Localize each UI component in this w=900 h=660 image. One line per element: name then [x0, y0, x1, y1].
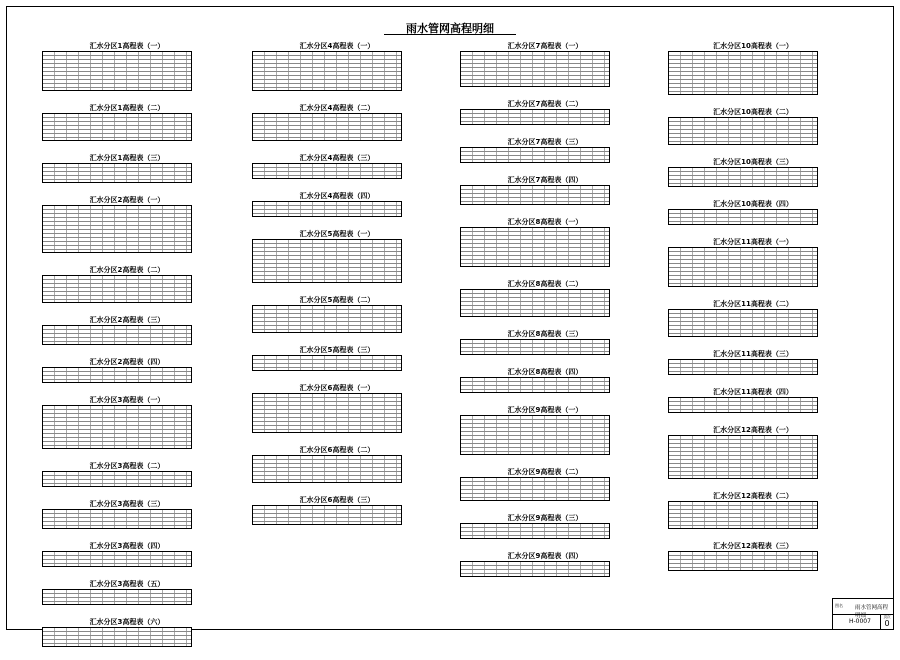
table-grid — [460, 561, 610, 577]
table-grid — [42, 163, 192, 183]
table-grid — [460, 415, 610, 455]
table-title: 汇水分区6高程表（三） — [299, 496, 375, 504]
table-title: 汇水分区7高程表（一） — [507, 42, 583, 50]
table-title: 汇水分区9高程表（四） — [507, 552, 583, 560]
table-column-4 — [668, 42, 818, 584]
table-title: 汇水分区5高程表（一） — [299, 230, 375, 238]
elevation-table — [668, 300, 818, 337]
table-title: 汇水分区6高程表（二） — [299, 446, 375, 454]
table-grid — [42, 275, 192, 303]
table-grid — [252, 455, 402, 483]
elevation-table — [460, 368, 610, 393]
elevation-table — [460, 138, 610, 163]
table-grid — [668, 209, 818, 225]
table-title: 汇水分区8高程表（三） — [507, 330, 583, 338]
elevation-table — [668, 200, 818, 225]
table-grid — [668, 167, 818, 187]
table-title: 汇水分区8高程表（一） — [507, 218, 583, 226]
elevation-table — [252, 192, 402, 217]
table-title: 汇水分区11高程表（三） — [713, 350, 793, 358]
table-title: 汇水分区11高程表（一） — [713, 238, 793, 246]
table-grid — [668, 247, 818, 287]
elevation-table — [460, 468, 610, 501]
table-grid — [42, 113, 192, 141]
table-title: 汇水分区12高程表（一） — [713, 426, 793, 434]
table-title: 汇水分区2高程表（三） — [89, 316, 165, 324]
table-grid — [668, 501, 818, 529]
table-grid — [42, 589, 192, 605]
elevation-table — [252, 446, 402, 483]
elevation-table — [252, 154, 402, 179]
title-underline — [384, 34, 516, 35]
elevation-table — [460, 218, 610, 267]
table-grid — [668, 51, 818, 95]
elevation-table — [668, 542, 818, 571]
table-grid — [252, 505, 402, 525]
elevation-table — [42, 42, 192, 91]
elevation-table — [42, 500, 192, 529]
elevation-table — [460, 552, 610, 577]
table-grid — [42, 627, 192, 647]
table-title: 汇水分区8高程表（二） — [507, 280, 583, 288]
elevation-table — [42, 396, 192, 449]
elevation-table — [252, 384, 402, 433]
elevation-table — [668, 108, 818, 145]
elevation-table — [42, 580, 192, 605]
table-grid — [460, 477, 610, 501]
table-grid — [460, 109, 610, 125]
table-title: 汇水分区7高程表（三） — [507, 138, 583, 146]
table-grid — [42, 51, 192, 91]
table-title: 汇水分区4高程表（二） — [299, 104, 375, 112]
table-grid — [460, 523, 610, 539]
table-grid — [252, 113, 402, 141]
elevation-table — [252, 104, 402, 141]
table-grid — [460, 289, 610, 317]
table-title: 汇水分区2高程表（四） — [89, 358, 165, 366]
table-title: 汇水分区9高程表（二） — [507, 468, 583, 476]
table-title: 汇水分区2高程表（二） — [89, 266, 165, 274]
elevation-table — [668, 388, 818, 413]
table-grid — [42, 325, 192, 345]
table-title: 汇水分区8高程表（四） — [507, 368, 583, 376]
elevation-table — [460, 514, 610, 539]
table-title: 汇水分区11高程表（四） — [713, 388, 793, 396]
table-column-3 — [460, 42, 610, 590]
table-title: 汇水分区3高程表（二） — [89, 462, 165, 470]
table-title: 汇水分区10高程表（二） — [713, 108, 793, 116]
table-title: 汇水分区7高程表（四） — [507, 176, 583, 184]
table-title: 汇水分区4高程表（四） — [299, 192, 375, 200]
elevation-table — [460, 100, 610, 125]
table-title: 汇水分区12高程表（三） — [713, 542, 793, 550]
elevation-table — [252, 230, 402, 283]
elevation-table — [42, 358, 192, 383]
elevation-table — [252, 346, 402, 371]
table-title: 汇水分区10高程表（四） — [713, 200, 793, 208]
table-grid — [460, 377, 610, 393]
table-grid — [42, 471, 192, 487]
table-title: 汇水分区3高程表（六） — [89, 618, 165, 626]
table-grid — [42, 405, 192, 449]
table-grid — [668, 117, 818, 145]
table-grid — [668, 309, 818, 337]
table-grid — [252, 393, 402, 433]
table-grid — [42, 205, 192, 253]
elevation-table — [460, 176, 610, 205]
table-grid — [252, 163, 402, 179]
table-grid — [252, 355, 402, 371]
table-grid — [460, 51, 610, 87]
table-title: 汇水分区1高程表（三） — [89, 154, 165, 162]
table-column-1 — [42, 42, 192, 660]
elevation-table — [668, 426, 818, 479]
table-title: 汇水分区11高程表（二） — [713, 300, 793, 308]
table-grid — [42, 367, 192, 383]
table-title: 汇水分区4高程表（一） — [299, 42, 375, 50]
table-grid — [460, 227, 610, 267]
page-number: 0 — [884, 619, 890, 628]
elevation-table — [668, 492, 818, 529]
table-title: 汇水分区2高程表（一） — [89, 196, 165, 204]
drawing-number: H-0007 — [849, 618, 871, 625]
table-grid — [42, 551, 192, 567]
table-title: 汇水分区3高程表（四） — [89, 542, 165, 550]
table-title: 汇水分区5高程表（三） — [299, 346, 375, 354]
title-block-label: 图名 — [835, 603, 843, 608]
elevation-table — [460, 330, 610, 355]
table-grid — [252, 305, 402, 333]
table-title: 汇水分区6高程表（一） — [299, 384, 375, 392]
elevation-table — [42, 618, 192, 647]
table-title: 汇水分区3高程表（一） — [89, 396, 165, 404]
table-column-2 — [252, 42, 402, 538]
table-grid — [460, 147, 610, 163]
table-grid — [460, 185, 610, 205]
elevation-table — [460, 406, 610, 455]
table-grid — [668, 397, 818, 413]
table-title: 汇水分区1高程表（一） — [89, 42, 165, 50]
elevation-table — [42, 542, 192, 567]
table-title: 汇水分区10高程表（一） — [713, 42, 793, 50]
table-title: 汇水分区9高程表（一） — [507, 406, 583, 414]
title-block-name: 雨水管网高程明细 — [855, 605, 889, 619]
elevation-table — [42, 154, 192, 183]
elevation-table — [252, 42, 402, 91]
table-grid — [460, 339, 610, 355]
table-grid — [252, 201, 402, 217]
page-label: 页次 — [883, 615, 891, 619]
table-title: 汇水分区4高程表（三） — [299, 154, 375, 162]
elevation-table — [668, 238, 818, 287]
table-title: 汇水分区5高程表（二） — [299, 296, 375, 304]
elevation-table — [460, 42, 610, 87]
table-grid — [668, 359, 818, 375]
table-title: 汇水分区10高程表（三） — [713, 158, 793, 166]
table-title: 汇水分区3高程表（五） — [89, 580, 165, 588]
elevation-table — [42, 462, 192, 487]
table-grid — [252, 51, 402, 91]
elevation-table — [252, 496, 402, 525]
table-grid — [42, 509, 192, 529]
table-title: 汇水分区12高程表（二） — [713, 492, 793, 500]
table-grid — [668, 435, 818, 479]
title-block — [832, 598, 894, 630]
table-title: 汇水分区7高程表（二） — [507, 100, 583, 108]
table-grid — [668, 551, 818, 571]
elevation-table — [668, 350, 818, 375]
table-title: 汇水分区9高程表（三） — [507, 514, 583, 522]
table-grid — [252, 239, 402, 283]
elevation-table — [42, 266, 192, 303]
elevation-table — [460, 280, 610, 317]
elevation-table — [668, 158, 818, 187]
page-title: 雨水管网高程明细 — [406, 22, 494, 35]
elevation-table — [42, 104, 192, 141]
elevation-table — [42, 196, 192, 253]
table-title: 汇水分区3高程表（三） — [89, 500, 165, 508]
elevation-table — [668, 42, 818, 95]
elevation-table — [252, 296, 402, 333]
elevation-table — [42, 316, 192, 345]
table-title: 汇水分区1高程表（二） — [89, 104, 165, 112]
